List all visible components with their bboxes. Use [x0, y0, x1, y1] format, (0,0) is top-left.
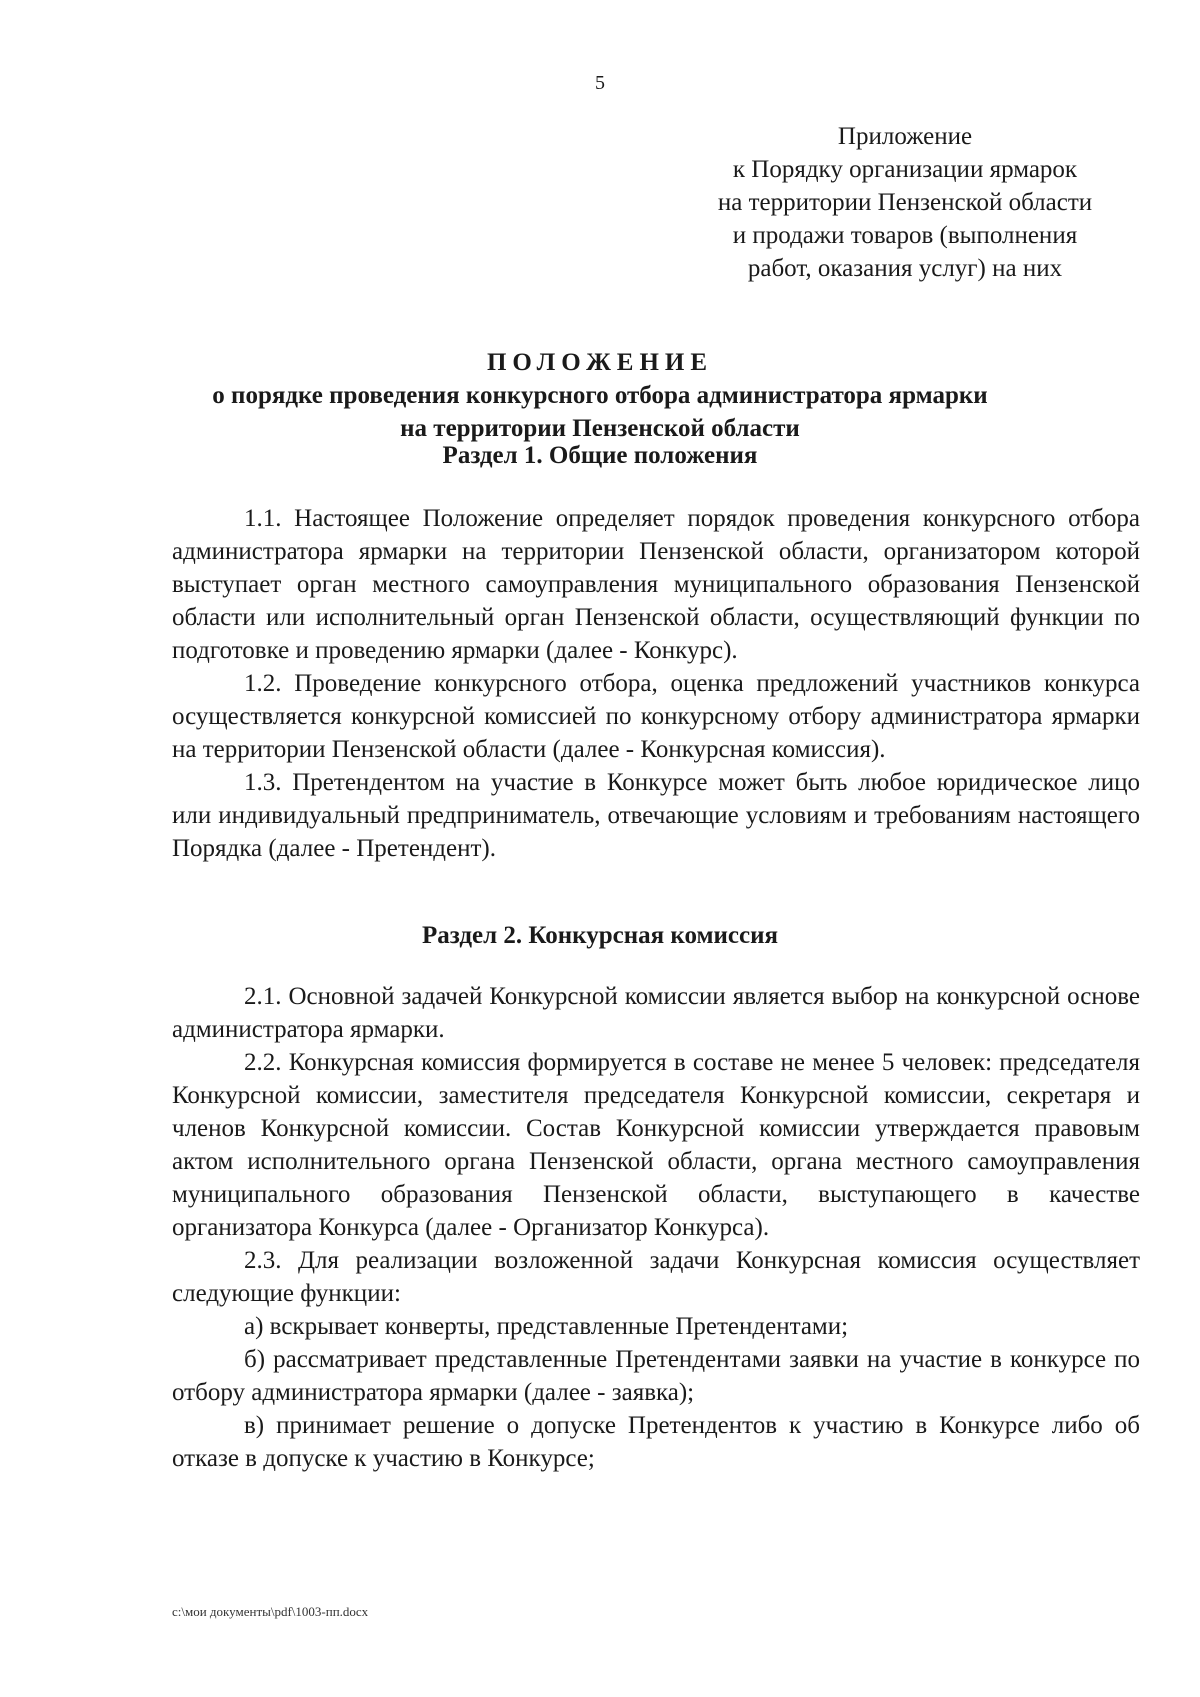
section-1-body — [172, 502, 1140, 865]
list-item: а) вскрывает конверты, представленные Претендентами; — [244, 1313, 849, 1340]
appendix-line: работ, оказания услуг) на них — [747, 255, 1063, 282]
paragraph: 2.1. Основной задачей Конкурсной комиссии является выбор на конкурсной основе администратора ярмарки. — [172, 983, 1140, 1043]
document-title — [0, 346, 1200, 445]
list-item: б) рассматривает представленные Претендентами заявки на участие в конкурсе по отбору администратора ярмарки (далее - заявка); — [172, 1346, 1140, 1406]
appendix-line: Приложение — [837, 123, 973, 150]
title-line: о порядке проведения конкурсного отбора администратора ярмарки — [212, 382, 988, 409]
page-number: 5 — [595, 72, 605, 94]
list-item: в) принимает решение о допуске Претендентов к участию в Конкурсе либо об отказе в допуске к участию в Конкурсе; — [172, 1412, 1140, 1472]
appendix-block — [690, 120, 1120, 285]
section-1-heading: Раздел 1. Общие положения — [442, 442, 758, 469]
section-2-body — [172, 980, 1140, 1475]
paragraph: 2.3. Для реализации возложенной задачи Конкурсная комиссия осуществляет следующие функции: — [172, 1247, 1140, 1307]
section-2-heading: Раздел 2. Конкурсная комиссия — [421, 922, 779, 949]
appendix-line: к Порядку организации ярмарок — [732, 156, 1078, 183]
paragraph: 1.3. Претендентом на участие в Конкурсе может быть любое юридическое лицо или индивидуальный предприниматель, отвечающие условиям и требованиям настоящего Порядка (далее - Претендент). — [172, 769, 1140, 862]
title-line: на территории Пензенской области — [400, 415, 800, 442]
paragraph: 1.2. Проведение конкурсного отбора, оценка предложений участников конкурса осуществляется конкурсной комиссией по конкурсному отбору администратора ярмарки на территории Пензенской области (далее - Конкурсная комиссия). — [172, 670, 1140, 763]
appendix-line: и продажи товаров (выполнения — [732, 222, 1078, 249]
paragraph: 2.2. Конкурсная комиссия формируется в составе не менее 5 человек: председателя Конкурсной комиссии, заместителя председателя Конкурсной комиссии, секретаря и членов Конкурсной комиссии. Состав Конкурсной комиссии утверждается правовым актом исполнительного органа Пензенской области, органа местного самоуправления муниципального образования Пензенской области, выступающего в качестве организатора Конкурса (далее - Организатор Конкурса). — [172, 1049, 1140, 1241]
paragraph: 1.1. Настоящее Положение определяет порядок проведения конкурсного отбора администратора ярмарки на территории Пензенской области, организатором которой выступает орган местного самоуправления муниципального образования Пензенской области или исполнительный орган Пензенской области, осуществляющий функции по подготовке и проведению ярмарки (далее - Конкурс). — [172, 505, 1140, 664]
appendix-line: на территории Пензенской области — [717, 189, 1093, 216]
title-main: ПОЛОЖЕНИЕ — [486, 349, 714, 376]
file-path-footer: c:\мои документы\pdf\1003-пп.docx — [172, 1604, 369, 1619]
